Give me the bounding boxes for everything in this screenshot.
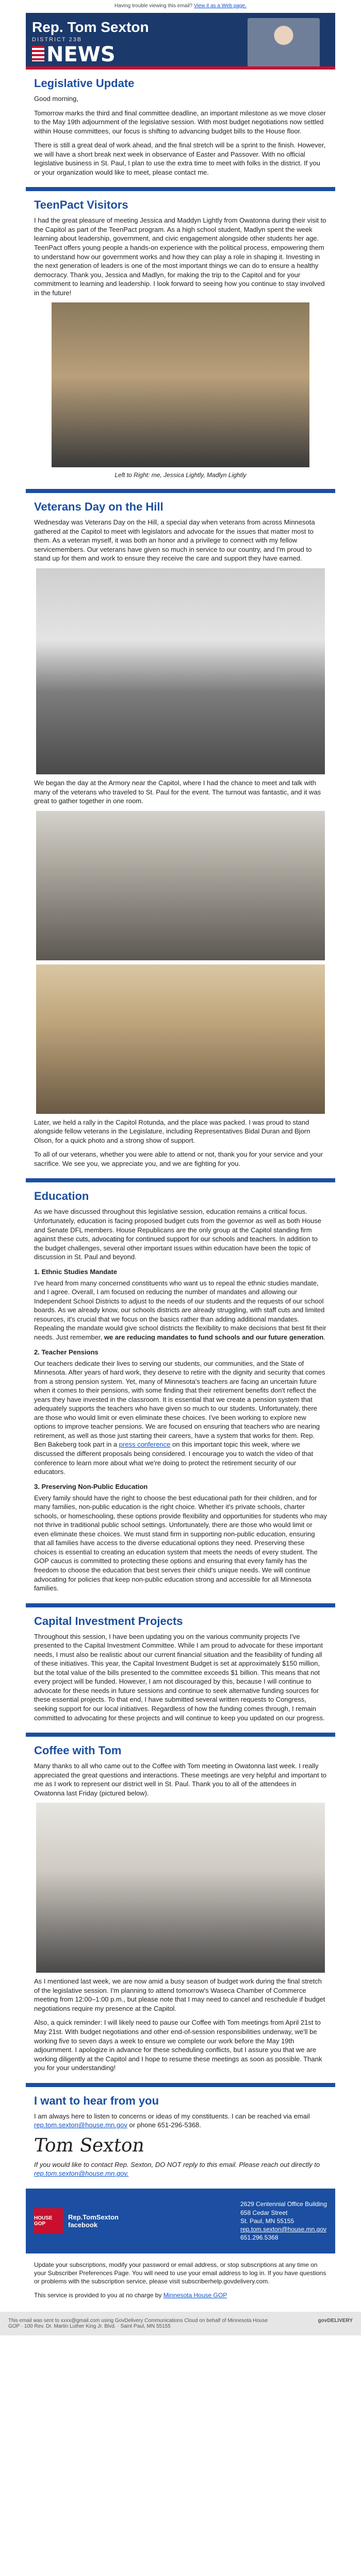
section-divider [26, 489, 335, 493]
section-divider [26, 1733, 335, 1737]
section-title: Education [34, 1190, 89, 1203]
view-web-page-link[interactable]: View it as a Web page. [194, 3, 247, 9]
top-note: Having trouble viewing this email? View it as a Web page. [114, 3, 247, 9]
section-divider [26, 1178, 335, 1182]
banner-news: NEWS [46, 43, 116, 66]
section-title: Legislative Update [34, 77, 135, 90]
section-divider [26, 2083, 335, 2087]
teenpact-section: TeenPact Visitors I had the great pleasure of meeting Jessica and Maddyn Lightly from Owatonna during their visit to the Capitol as part of the TeenPact program. As a high school student, Madlyn spent the week learning about leadership, government, and civic engagement alongside other students her age. TeenPact offers young people a hands-on experience with the political process, empowering them to understand how our government works and how they can play a role in shaping it. Investing in the next generation of leaders is one of the most important things we can do to ensure a healthy democracy. Thank you, Jessica and Madlyn, for making the trip to the Capitol and for your commitment to learning and leadership. I look forward to seeing how you continue to stay involved in the future! Left to Right: me, Jessica Lightly, Madlyn Lightly [34, 198, 326, 479]
section-title: Veterans Day on the Hill [34, 500, 163, 514]
coffee-section: Coffee with Tom Many thanks to all who came out to the Coffee with Tom meeting in Owatonna last week. I really appreciated the great questions and interactions. These meetings are very helpful and important to me as I work to represent our district well in St. Paul. Thank you to all of the attendees in Owatonna last Friday (pictured below). As I mentioned last week, we are now amid a busy season of budget work during the final stretch of the legislative session. I'm planning to attend tomorrow's Waseca Chamber of Commerce meeting from 12:00–1:00 p.m., but please note that I may need to cancel and reschedule if budget negotiations require my presence at the Capitol. Also, a quick reminder: I will likely need to pause our Coffee with Tom meetings from April 21st to May 21st. With budget negotiations and other end-of-session responsibilities underway, we'll be working five to seven days a week to ensure we complete our work before the May 19th adjournment. I apologize in advance for these scheduling conflicts, but I assure you that we are working diligently at the Capitol and I hope to resume these meetings as soon as possible. Thank you for your understanding! [34, 1744, 327, 2072]
contact-email-link[interactable]: rep.tom.sexton@house.mn.gov. [34, 2170, 129, 2178]
section-title: Coffee with Tom [34, 1744, 122, 1757]
press-conference-link[interactable]: press conference [119, 1440, 171, 1449]
house-gop-logo: HOUSE GOP [34, 2208, 63, 2234]
email-link[interactable]: rep.tom.sexton@house.mn.gov [34, 2121, 127, 2129]
hear-from-you-section: I want to hear from you I am always here to listen to concerns or ideas of my constituents. I can be reached via email rep.tom.sexton@house.mn.gov or phone 651-296-5368. Tom Sexton If you would like to contact Rep. Sexton, DO NOT reply to this email. Please reach out directly to rep.tom.sexton@house.mn.gov. [26, 2087, 335, 2189]
newsletter-banner [26, 13, 335, 70]
section-title: Capital Investment Projects [34, 1614, 183, 1628]
flag-icon [32, 46, 44, 61]
footer-address: 2629 Centennial Office Building 658 Cedar Street St. Paul, MN 55155 rep.tom.sexton@house.mn.gov 651.296.5368 [240, 2200, 327, 2242]
rotunda-rally-photo [36, 964, 325, 1114]
section-divider [26, 187, 335, 191]
footer-banner [26, 2189, 335, 2253]
legislative-update-section: Legislative Update Good morning, Tomorrow marks the third and final committee deadline, an important milestone as we move closer to the May 19th adjournment of the legislative session. With most budget negotiations now settled within House committees, our focus is shifting to advancing budget bills to the House floor. There is still a great deal of work ahead, and the final stretch will be a sprint to the finish. However, we will have a short break next week in observance of Easter and Passover. With no official legislative business in St. Paul, I plan to use the extra time to meet with folks in the district. If you or your organization would like to meet, please contact me. [26, 70, 335, 187]
facebook-handle[interactable]: Rep.TomSexton [68, 2213, 119, 2221]
education-section: Education As we have discussed throughout this legislative session, education remains a critical focus. Unfortunately, education is facing proposed budget cuts from the governor as well as both House and Senate DFL members. House Republicans are the only group at the Capitol standing firm against these cuts, advocating for continued support for our schools and teachers. In addition to the budget challenges, several other important issues within education have been the topic of discussion in St. Paul and beyond. 1. Ethnic Studies Mandate I've heard from many concerned constituents who want us to repeal the ethnic studies mandate, and I agree. Overall, I am focused on reducing the number of mandates and allowing our Independent School Districts to adjust to the needs of our students and the requests of our school boards. As we already know, our schools districts are already struggling, with staff cuts and limited resources, it's crucial that we focus on the basics rather than adding additional mandates. Repealing the mandate would give school districts the flexibility to make decisions that best fit their needs. Just remember, we are reducing mandates to fund schools and our future generation. 2. Teacher Pensions Our teachers dedicate their lives to serving our students, our communities, and the State of Minnesota. After years of hard work, they deserve to retire with the dignity and security that comes from a strong pension system. Yet, many of Minnesota's teachers are facing an uncertain future when it comes to their pensions, with some finding that their retirement benefits don't reflect the years they have invested in the classroom. It is essential that we create a pension system that adequately supports the teachers who have given so much to our students. Unfortunately, there are those who would limit or even eliminate these choices. I've been working to explore new options to improve teacher pensions. We are focused on ensuring that teachers who are nearing retirement, as well as those just starting their careers, have a system that works for them. Rep. Ben Bakeberg took part in a press conference on this important topic this week, where we discussed the different proposals being considered. I encourage you to watch the video of that conference to learn more about what we're doing to protect the retirement security of our educators. 3. Preserving Non-Public Education Every family should have the right to choose the best educational path for their children, and for many families, non-public education is the right choice. Whether it's private schools, charter schools, or homeschooling, these options provide flexibility and opportunities for students who may not thrive in traditional public school settings. Unfortunately, there are those who would limit or even eliminate these choices. We must stand firm in supporting non-public education, ensuring that all families have access to the diverse educational options they need. Preserving these choices is essential to creating an education system that meets the needs of every student. The GOP caucus is committed to protecting these options and ensuring that every family has the freedom to choose the education that best serves their child's unique needs. We will continue advocating for policies that keep non-public education strong and accessible for all Minnesota families. [34, 1190, 327, 1592]
facebook-icon[interactable]: facebook [68, 2221, 98, 2229]
capital-investment-section: Capital Investment Projects Throughout this session, I have been updating you on the various community projects I've presented to the Capital Investment Committee. While I am proud to advocate for these important needs, I must also be realistic about our current financial situation and the feasibility of funding all of these initiatives. This year, the Capital Investment Budget is set at approximately $150 million, but the total value of the bills presented to the committee exceeds $1 billion. This means that not every project will be funded. However, I am not discouraged by this, because I will continue to advocate for these needs in future sessions and continue to seek alternative funding sources for these essential projects. To that end, I have submitted several written requests to Congress, seeking support for our local initiatives. Regardless of how the funding comes through, I remain committed to advocating for these projects and will continue to keep you updated on our progress. [26, 1607, 335, 1733]
section-divider [26, 1603, 335, 1607]
footer-email-link[interactable]: rep.tom.sexton@house.mn.gov [240, 2226, 327, 2233]
bottom-bar: This email was sent to xxxx@gmail.com using GovDelivery Communications Cloud on behalf of Minnesota House GOP · 100 Rev. Dr. Martin Luther King Jr. Blvd. · Saint Paul, MN 55155 govDELIVERY [0, 2312, 361, 2335]
banner-name: Rep. Tom Sexton [32, 19, 149, 35]
representative-photo [248, 18, 320, 67]
section-title: I want to hear from you [34, 2094, 159, 2107]
banner-district: DISTRICT 23B [32, 37, 83, 43]
veterans-section: Veterans Day on the Hill Wednesday was Veterans Day on the Hill, a special day when veterans from across Minnesota gathered at the Capitol to meet with legislators and advocate for the issues that matter most to them. As a veteran myself, it was both an honor and a privilege to connect with my fellow servicemembers. Our veterans have given so much in service to our country, and I'm proud to stand up for them and work to ensure they receive the care and support they have earned. We began the day at the Armory near the Capitol, where I had the chance to meet and talk with many of the veterans who traveled to St. Paul for the event. The turnout was fantastic, and it was great to gather together in one room. Later, we held a rally in the Capitol Rotunda, and the place was packed. I was proud to stand alongside fellow veterans in the Legislature, including Representatives Bidal Duran and Bjorn Olson, for a quick photo and a strong show of support. To all of our veterans, whether you were able to attend or not, thank you for your service and your sacrifice. We see you, we appreciate you, and we are fighting for you. [26, 493, 335, 1178]
subscription-preferences: Update your subscriptions, modify your password or email address, or stop subscriptions at any time on your Subscriber Preferences Page. You will need to use your email address to log in. If you have questions or problems with the subscription service, please visit subscriberhelp.govdelivery.com. This service is provided to you at no charge by Minnesota House GOP [34, 2261, 326, 2299]
armory-photo [36, 568, 325, 774]
photo-caption: Left to Right: me, Jessica Lightly, Madlyn Lightly [114, 471, 247, 479]
signature: Tom Sexton [32, 2134, 146, 2156]
service-provider-link[interactable]: Minnesota House GOP [163, 2291, 227, 2299]
section-title: TeenPact Visitors [34, 198, 128, 212]
armory-crowd-photo [36, 811, 325, 960]
govdelivery-logo: govDELIVERY [318, 2317, 353, 2324]
teenpact-photo [52, 302, 309, 467]
coffee-meeting-photo [36, 1803, 325, 1973]
